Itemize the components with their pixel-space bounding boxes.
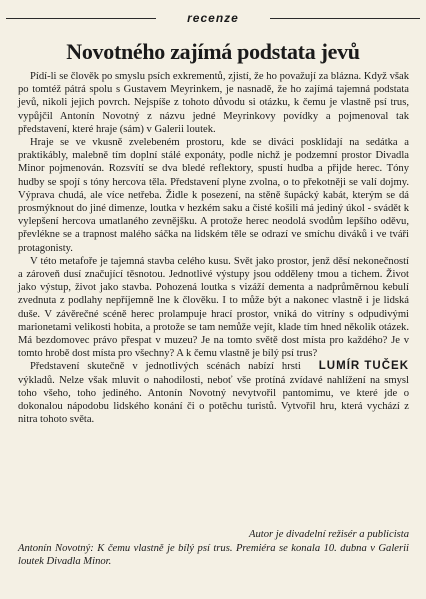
paragraph-1: Pídí-li se člověk po smyslu psích exkrementů, zjistí, že ho považují za blázna. Když však po tomtéž pátrá spolu s Gustavem Meyrinkem, je nasnadě, že ho zajímá tajemná podstata jevů, nikoli jejich povrch. Nejspíše z tohoto důvodu si otázku, k čemu je vlastně psí trus, vypůjčil Antonín Novotný z názvu jedné Meyrinkovy povídky a pojmenoval tak představení, které hraje (sám) v Galerii loutek. [18,71,409,135]
section-header [6,13,420,25]
author-name: LUMÍR TUČEK [318,360,409,373]
article-headline: Novotného zajímá podstata jevů [66,39,360,64]
paragraph-4 [18,360,409,426]
article-body [18,70,409,426]
section-label: recenze [187,11,239,25]
article-footnote [18,528,409,569]
paragraph-4-text: Představení skutečně v jednotlivých scénách nabízí hrsti výkladů. Nelze však mluvit o nahodilosti, neboť vše protíná zvídavé nahlížení na smysl toho všeho, toho jediného. Antonín Novotný nevytvořil pantomimu, ve které jde o dokonalou nápodobu lidského konání či o potěchu turistů. Vytvořil hru, která vychází z nitra tohoto světa. [18,361,409,426]
paragraph-3: V této metafoře je tajemná stavba celého kusu. Svět jako prostor, jenž děsí nekonečností a zároveň dusí značující těsnotou. Jednotlivé výstupy jsou odděleny tmou a tichem. Život jako výstup, život jako stavba. Pohozená loutka s vizáží dementa a nadprůměrnou kebulí zvednuta z podlahy nepříjemně lne k člověku. I to může být a nakonec vlastně i je lidská duše. V závěrečné scéně herec prolampuje hrací prostor, vniká do vitríny s odpudivými marionetami velikosti hobita, a protože se tam nemůže vejít, klade tím hned několik otázek. Má bezdomovec právo přespat v muzeu? Je na tomto světě dost místa pro každého? Je v tomto hrobě dost místa pro všechny? A k čemu vlastně je bílý psí trus? [18,255,409,360]
header-rule-right [270,18,420,19]
premiere-note: Antonín Novotný: K čemu vlastně je bílý psí trus. Premiéra se konala 10. dubna v Galerii loutek Divadla Minor. [18,543,409,568]
author-role: Autor je divadelní režisér a publicista [249,529,409,540]
paragraph-2: Hraje se ve vkusně zvelebeném prostoru, kde se diváci posklídají na sedátka a praktikábly, malebně tím doplní stálé exponáty, podle nichž je podzemní prostor Divadla Minor pojmenován. Rozsvítí se dva bledé reflektory, spustí hudba a přijde herec. Tóny hudby se spojí s tóny hercova těla. Představení plyne zvolna, o to překotněji se valí dojmy. Výprava chudá, ale více netřeba. Židle k posezení, na stěně šupácký kabát, kterým se dá prosmýknout do jiné dimenze, loutka v hezkém saku a čisté košili má jediný úkol - svádět k vylepšení hercova umatlaného zevnějšku. A protože herec neodolá svodům lepšího oděvu, převlékne se a trapnost malého sáčka na lidském těle se odrazí ve smíchu diváků i ve tváři protagonisty. [18,137,409,254]
